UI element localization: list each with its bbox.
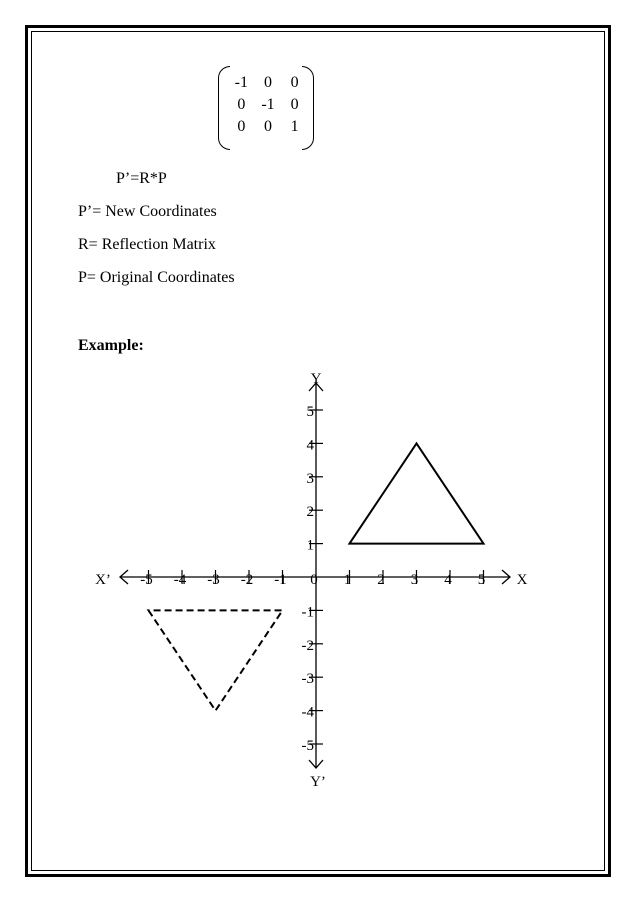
x-negative-axis-label: X’ <box>95 572 111 588</box>
definition-original-coordinates: P= Original Coordinates <box>78 269 235 286</box>
y-tick-label: -2 <box>301 637 314 654</box>
x-tick-label: 2 <box>377 572 385 588</box>
y-tick-label: 2 <box>306 504 314 521</box>
y-negative-axis-label: Y’ <box>310 774 326 790</box>
original-triangle <box>350 443 484 543</box>
matrix-cell: -1 <box>261 96 275 113</box>
definition-new-coordinates: P’= New Coordinates <box>78 203 217 220</box>
formula-text: P’=R*P <box>116 170 167 187</box>
x-tick-label: -2 <box>240 572 254 588</box>
x-tick-label: -5 <box>140 572 153 588</box>
y-tick-label: 5 <box>306 404 314 420</box>
y-tick-label: -3 <box>301 671 314 688</box>
y-tick-label: 1 <box>306 537 314 554</box>
x-tick-label: 4 <box>444 572 452 588</box>
matrix-cell: 0 <box>290 96 299 113</box>
x-tick-label: -1 <box>274 572 287 588</box>
x-positive-axis-label: X <box>516 572 528 588</box>
x-tick-label: -4 <box>173 572 187 588</box>
x-tick-label: 1 <box>343 572 352 588</box>
matrix-cell: 0 <box>237 118 246 135</box>
definition-reflection-matrix: R= Reflection Matrix <box>78 236 216 253</box>
x-tick-label: 5 <box>477 572 486 588</box>
example-heading: Example: <box>78 337 144 354</box>
matrix-cell: -1 <box>234 74 248 91</box>
matrix-cell: 1 <box>290 118 299 135</box>
y-tick-label: 3 <box>306 470 314 487</box>
y-tick-label: -1 <box>301 604 314 621</box>
y-tick-label: -4 <box>301 704 314 721</box>
x-tick-label: 0 <box>310 572 318 588</box>
reflected-triangle <box>149 610 283 710</box>
x-tick-label: 3 <box>410 572 419 588</box>
y-positive-axis-label: Y <box>310 371 322 387</box>
y-tick-label: 4 <box>306 437 314 454</box>
matrix-cell: 0 <box>263 118 272 135</box>
x-tick-label: -3 <box>207 572 220 588</box>
matrix-cell: 0 <box>237 96 246 113</box>
matrix-cell: 0 <box>290 74 299 91</box>
matrix-cell: 0 <box>263 74 272 91</box>
y-tick-label: -5 <box>301 738 314 754</box>
